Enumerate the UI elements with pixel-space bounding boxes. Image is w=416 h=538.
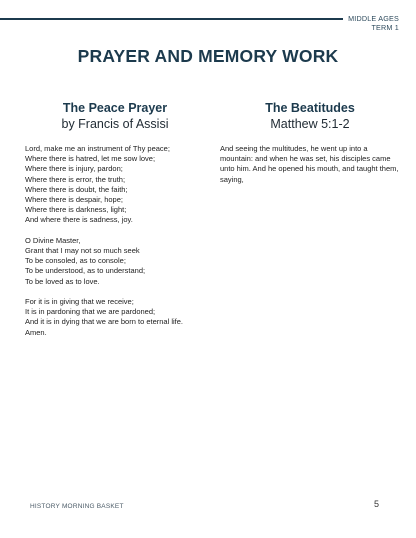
prayer-line: And where there is sadness, joy. xyxy=(25,215,133,225)
prayer-line: Where there is injury, pardon; xyxy=(25,164,123,174)
prayer-stanza xyxy=(25,144,205,226)
header-series: MIDDLE AGES xyxy=(348,14,399,23)
header-rule xyxy=(0,18,343,20)
beatitudes-paragraph: And seeing the multitudes, he went up into a mountain: and when he was set, his disciples came unto him. And he opened his mouth, and taught them, saying, xyxy=(220,144,399,184)
prayer-line: For it is in giving that we receive; xyxy=(25,297,134,307)
prayer-line: Where there is hatred, let me sow love; xyxy=(25,154,156,164)
footer-label: HISTORY MORNING BASKET xyxy=(30,503,124,510)
prayer-line: Where there is darkness, light; xyxy=(25,205,127,215)
peace-prayer-text xyxy=(25,144,205,338)
beatitudes-reference: Matthew 5:1-2 xyxy=(270,117,350,131)
prayer-line: To be loved as to love. xyxy=(25,276,100,286)
prayer-line: Grant that I may not so much seek xyxy=(25,246,140,256)
prayer-line: O Divine Master, xyxy=(25,235,81,245)
header-tag xyxy=(343,14,399,32)
header-term: TERM 1 xyxy=(371,23,399,32)
peace-prayer-title: The Peace Prayer xyxy=(62,101,168,115)
prayer-line: To be understood, as to understand; xyxy=(25,266,146,276)
prayer-line: Where there is error, the truth; xyxy=(25,174,126,184)
prayer-line: It is in pardoning that we are pardoned; xyxy=(25,307,156,317)
prayer-stanza xyxy=(25,297,205,338)
prayer-stanza xyxy=(25,236,205,287)
prayer-line: Lord, make me an instrument of Thy peace; xyxy=(25,144,170,153)
page-title: PRAYER AND MEMORY WORK xyxy=(77,46,339,66)
peace-prayer-author: by Francis of Assisi xyxy=(61,117,169,131)
prayer-line: Amen. xyxy=(25,327,47,337)
beatitudes-title: The Beatitudes xyxy=(265,101,355,115)
beatitudes-text xyxy=(220,144,400,185)
peace-prayer-column xyxy=(25,100,205,348)
beatitudes-column xyxy=(220,100,400,185)
prayer-line: Where there is despair, hope; xyxy=(25,195,123,205)
prayer-line: And it is in dying that we are born to eternal life. xyxy=(25,317,184,327)
page-number: 5 xyxy=(373,499,379,509)
prayer-line: To be consoled, as to console; xyxy=(25,256,126,266)
prayer-line: Where there is doubt, the faith; xyxy=(25,184,128,194)
